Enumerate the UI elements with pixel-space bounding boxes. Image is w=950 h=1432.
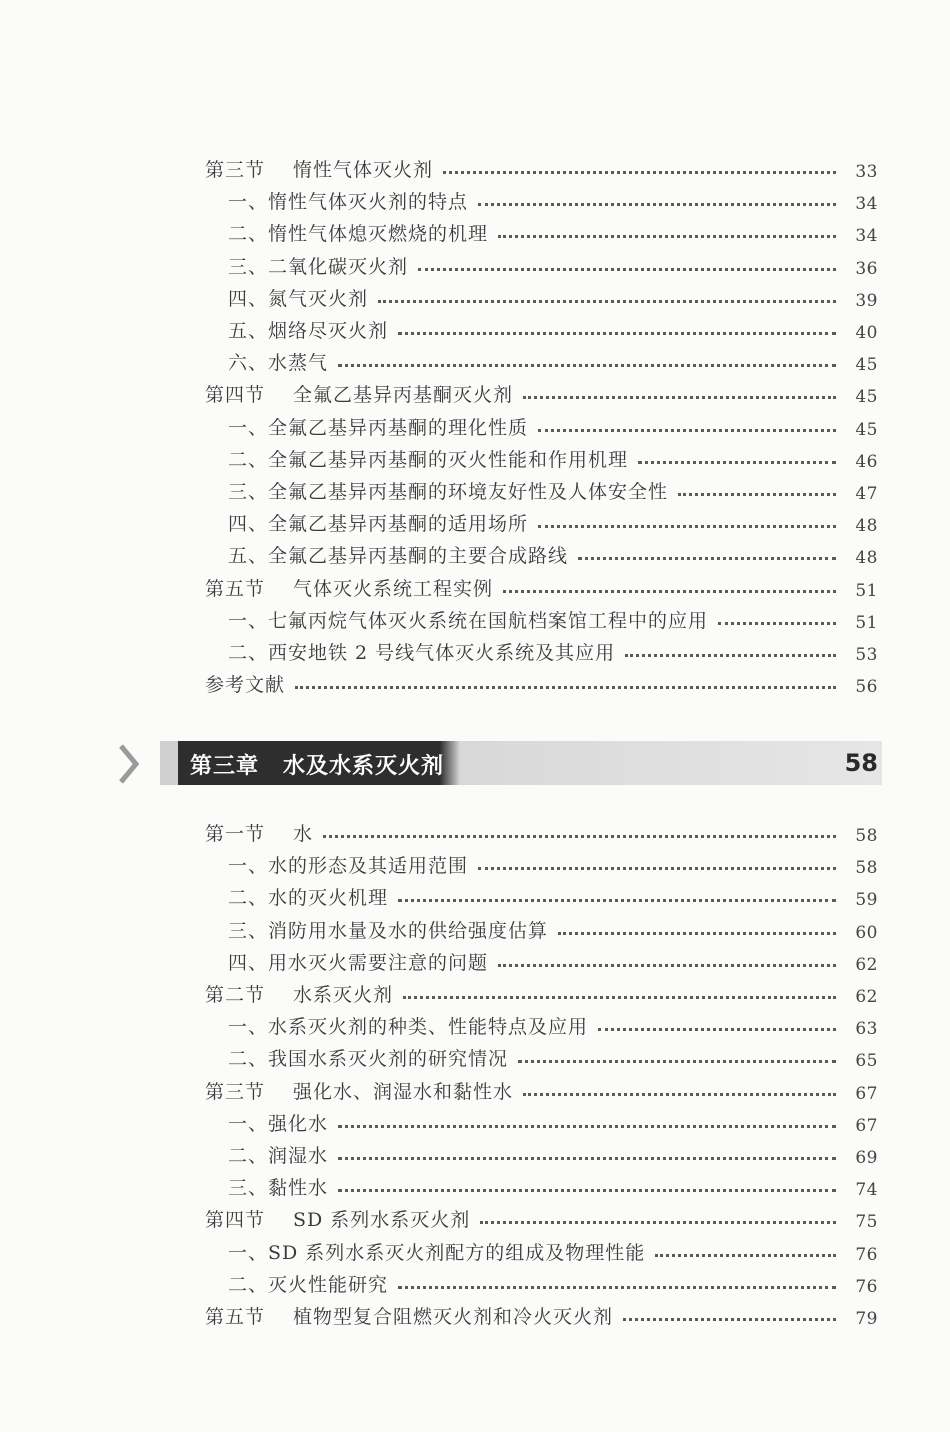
toc-subsection-entry (228, 474, 878, 504)
toc-page-number: 76 (855, 1244, 878, 1265)
toc-entry-title (228, 187, 478, 214)
toc-subsection-entry (228, 1138, 878, 1168)
toc-subsection-entry (228, 1041, 878, 1071)
toc-section-entry (205, 152, 878, 182)
toc-section-label: 第一节 (205, 823, 266, 845)
toc-entry-text: 一、水系灭火剂的种类、性能特点及应用 (228, 1016, 589, 1039)
dot-leader (338, 364, 836, 367)
toc-page-number: 67 (855, 1115, 878, 1136)
toc-entry-title (205, 1077, 523, 1104)
toc-entry-title (228, 252, 418, 279)
toc-entry-text: 一、惰性气体灭火剂的特点 (228, 191, 469, 214)
toc-page-number: 76 (855, 1276, 878, 1297)
toc-page-number: 60 (855, 922, 878, 943)
toc-page-number: 62 (855, 987, 878, 1007)
toc-page-number: 47 (855, 484, 878, 504)
toc-page-number: 48 (855, 516, 878, 537)
toc-entry-text: 气体灭火系统工程实例 (293, 577, 494, 600)
dot-leader (523, 396, 836, 399)
toc-section-entry (205, 571, 878, 601)
toc-section-label: 第五节 (205, 1306, 266, 1328)
toc-page-number: 33 (855, 162, 878, 182)
toc-section-entry (205, 977, 878, 1007)
toc-subsection-entry (228, 1235, 878, 1265)
toc-page-number: 58 (855, 858, 878, 879)
toc-entry-text: 一、SD 系列水系灭火剂配方的组成及物理性能 (228, 1241, 646, 1264)
toc-subsection-entry (228, 1009, 878, 1039)
dot-leader (518, 1060, 836, 1063)
toc-entry-title (205, 980, 403, 1007)
toc-subsection-entry (228, 216, 878, 246)
toc-entry-text: SD 系列水系灭火剂 (293, 1209, 471, 1232)
dot-leader (398, 332, 836, 335)
dot-leader (480, 1221, 836, 1224)
toc-entry-text: 四、用水灭火需要注意的问题 (228, 951, 489, 974)
dot-leader (498, 235, 836, 238)
chapter-title (190, 749, 444, 780)
toc-entry-text: 一、强化水 (228, 1112, 329, 1135)
dot-leader (523, 1093, 836, 1096)
toc-page-number: 51 (855, 580, 878, 601)
dot-leader (398, 899, 836, 902)
toc-entry-text: 全氟乙基异丙基酮灭火剂 (293, 384, 514, 407)
toc-entry-title (228, 509, 538, 536)
dot-leader (443, 171, 836, 174)
toc-entry-text: 二、润湿水 (228, 1145, 329, 1167)
dot-leader (295, 686, 836, 689)
dot-leader (598, 1028, 836, 1031)
toc-page-number: 63 (855, 1019, 878, 1040)
toc-entry-text: 水系灭火剂 (293, 984, 394, 1006)
toc-page-number: 69 (855, 1148, 878, 1168)
dot-leader (503, 590, 836, 593)
dot-leader (578, 557, 836, 560)
dot-leader (638, 461, 836, 464)
toc-entry-text: 五、全氟乙基异丙基酮的主要合成路线 (228, 545, 569, 568)
toc-subsection-entry (228, 410, 878, 440)
toc-entry-title (205, 574, 503, 601)
toc-page-number: 39 (855, 290, 878, 311)
dot-leader (625, 654, 836, 657)
toc-page-number: 45 (855, 419, 878, 440)
toc-entry-title (228, 916, 558, 943)
toc-entry-title (228, 1109, 338, 1136)
dot-leader (718, 622, 836, 625)
toc-entry-text: 三、消防用水量及水的供给强度估算 (228, 919, 549, 942)
toc-entry-title (205, 1205, 480, 1232)
toc-subsection-entry (228, 281, 878, 311)
toc-page-number: 67 (855, 1083, 878, 1104)
chapter-heading-bar (160, 741, 882, 785)
toc-entry-text: 一、全氟乙基异丙基酮的理化性质 (228, 416, 529, 439)
toc-entry-title (205, 380, 523, 407)
chevron-right-icon (118, 744, 140, 784)
dot-leader (655, 1254, 836, 1257)
dot-leader (338, 1125, 836, 1128)
toc-entry-text: 水 (293, 823, 314, 845)
toc-section-label: 第五节 (205, 577, 266, 600)
toc-entry-text: 五、烟络尽灭火剂 (228, 320, 389, 342)
toc-page-number: 62 (855, 954, 878, 975)
toc-section-label: 第三节 (205, 1080, 266, 1103)
toc-page-number: 34 (855, 194, 878, 215)
toc-entry-title (228, 316, 398, 343)
dot-leader (338, 1157, 836, 1160)
toc-entry-text: 二、灭火性能研究 (228, 1273, 389, 1296)
toc-section-entry (205, 1074, 878, 1104)
dot-leader (398, 1286, 836, 1289)
toc-page-number: 59 (855, 890, 878, 911)
toc-entry-text: 二、水的灭火机理 (228, 887, 389, 910)
chapter-page-number: 58 (844, 749, 878, 777)
toc-section-label: 第二节 (205, 984, 266, 1006)
dot-leader (538, 429, 836, 432)
toc-entry-title (228, 1141, 338, 1168)
toc-entry-title (228, 883, 398, 910)
toc-entry-title (228, 1270, 398, 1297)
toc-entry-text: 惰性气体灭火剂 (293, 159, 434, 181)
toc-page-number: 34 (855, 226, 878, 247)
toc-entry-text: 植物型复合阻燃灭火剂和冷火灭火剂 (293, 1306, 614, 1328)
toc-page-number: 48 (855, 548, 878, 569)
dot-leader (403, 996, 836, 999)
toc-page-number: 36 (855, 258, 878, 279)
toc-entry-title (228, 284, 378, 311)
toc-entry-title (228, 1012, 598, 1039)
toc-subsection-entry (228, 848, 878, 878)
toc-entry-text: 四、氮气灭火剂 (228, 287, 369, 310)
toc-section-label: 第四节 (205, 384, 266, 407)
toc-entry-title (228, 1238, 655, 1265)
toc-subsection-entry (228, 442, 878, 472)
toc-entry-title (228, 638, 625, 665)
dot-leader (498, 964, 836, 967)
toc-page-number: 56 (855, 677, 878, 698)
toc-subsection-entry (228, 1170, 878, 1200)
toc-page-number: 75 (855, 1212, 878, 1233)
dot-leader (678, 493, 836, 496)
toc-entry-title (228, 348, 338, 375)
toc-page-number: 74 (855, 1180, 878, 1201)
toc-page-number: 79 (855, 1309, 878, 1329)
toc-page-number: 40 (855, 323, 878, 343)
toc-section-entry (205, 1299, 878, 1329)
toc-entry-text: 二、惰性气体熄灭燃烧的机理 (228, 223, 489, 246)
toc-entry-text: 三、全氟乙基异丙基酮的环境友好性及人体安全性 (228, 481, 669, 503)
toc-entry-text: 三、二氧化碳灭火剂 (228, 255, 409, 278)
toc-subsection-entry (228, 603, 878, 633)
toc-page-number: 46 (855, 451, 878, 472)
dot-leader (418, 268, 836, 271)
toc-entry-title (228, 1044, 518, 1071)
toc-subsection-entry (228, 313, 878, 343)
toc-page-number: 58 (855, 826, 878, 846)
toc-page-number: 51 (855, 612, 878, 633)
toc-page-number: 65 (855, 1051, 878, 1072)
chapter-bar-stub (160, 741, 178, 785)
dot-leader (478, 867, 836, 870)
toc-section-entry (205, 1202, 878, 1232)
toc-subsection-entry (228, 1106, 878, 1136)
dot-leader (623, 1318, 836, 1321)
toc-entry-text: 强化水、润湿水和黏性水 (293, 1080, 514, 1103)
toc-section-entry (205, 377, 878, 407)
toc-subsection-entry (228, 506, 878, 536)
toc-entry-title (228, 477, 678, 504)
dot-leader (538, 525, 836, 528)
toc-entry-text: 二、西安地铁 2 号线气体灭火系统及其应用 (228, 642, 616, 664)
dot-leader (558, 932, 836, 935)
toc-section-label: 第四节 (205, 1209, 266, 1232)
toc-entry-text: 一、水的形态及其适用范围 (228, 855, 469, 878)
toc-entry-title (228, 445, 638, 472)
toc-entry-title (228, 1173, 338, 1200)
toc-subsection-entry (228, 249, 878, 279)
toc-page-number: 45 (855, 387, 878, 408)
toc-entry-text: 三、黏性水 (228, 1177, 329, 1200)
toc-entry-title (228, 219, 498, 246)
toc-entry-title (205, 819, 323, 846)
toc-subsection-entry (228, 945, 878, 975)
dot-leader (378, 300, 836, 303)
toc-entry-text: 二、全氟乙基异丙基酮的灭火性能和作用机理 (228, 448, 629, 471)
toc-entry-title (228, 541, 578, 568)
chapter-number: 第三章 (190, 754, 260, 779)
toc-entry-title (228, 606, 718, 633)
toc-entry-text: 六、水蒸气 (228, 352, 329, 375)
toc-subsection-entry (228, 184, 878, 214)
chapter-name: 水及水系灭火剂 (283, 754, 445, 779)
toc-subsection-entry (228, 1267, 878, 1297)
toc-section-entry (205, 667, 878, 697)
toc-subsection-entry (228, 880, 878, 910)
toc-entry-text: 一、七氟丙烷气体灭火系统在国航档案馆工程中的应用 (228, 609, 709, 632)
toc-page-number: 45 (855, 355, 878, 376)
toc-entry-title (228, 413, 538, 440)
toc-entry-text: 四、全氟乙基异丙基酮的适用场所 (228, 513, 529, 536)
toc-entry-title (205, 155, 443, 182)
dot-leader (478, 203, 836, 206)
toc-entry-title (205, 1302, 623, 1329)
toc-entry-title (228, 851, 478, 878)
toc-subsection-entry (228, 345, 878, 375)
toc-entry-text: 参考文献 (205, 674, 286, 697)
toc-subsection-entry (228, 635, 878, 665)
toc-section-label: 第三节 (205, 159, 266, 181)
toc-entry-title (205, 670, 295, 697)
dot-leader (338, 1189, 836, 1192)
toc-subsection-entry (228, 538, 878, 568)
toc-entry-text: 二、我国水系灭火剂的研究情况 (228, 1048, 509, 1071)
dot-leader (323, 835, 836, 838)
toc-entry-title (228, 948, 498, 975)
toc-subsection-entry (228, 913, 878, 943)
toc-page-number: 53 (855, 645, 878, 665)
toc-section-entry (205, 816, 878, 846)
